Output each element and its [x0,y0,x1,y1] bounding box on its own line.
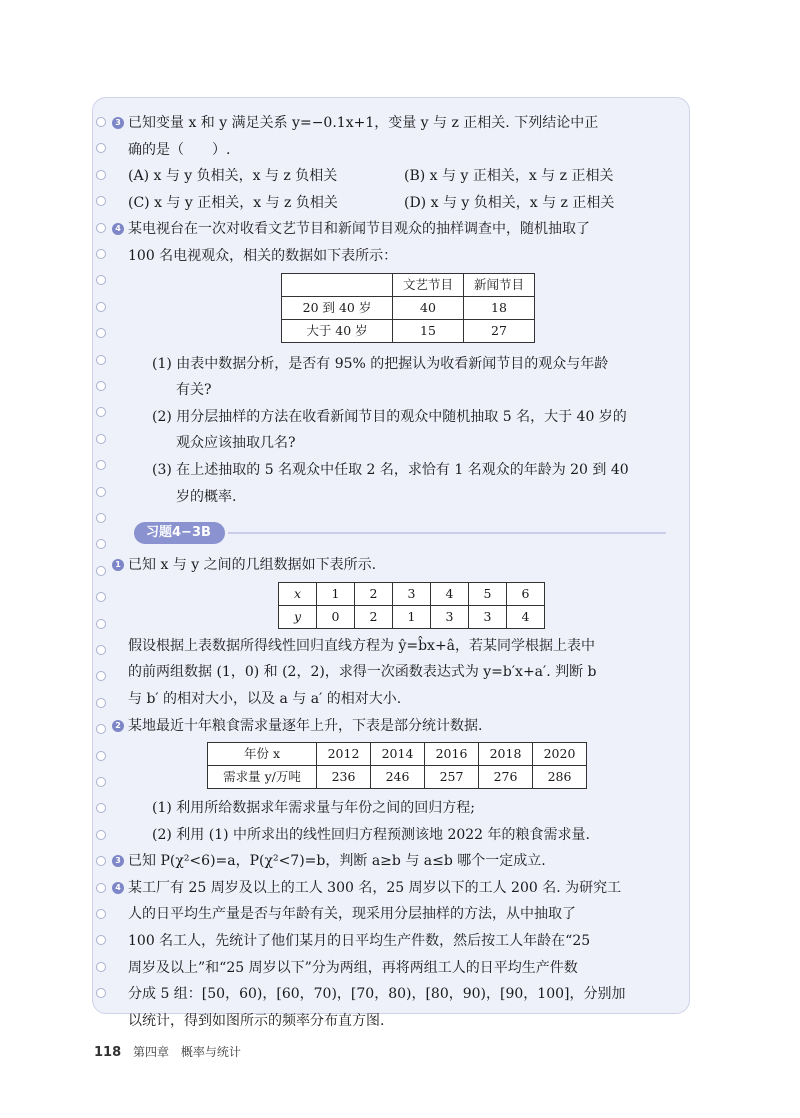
table-cell: 257 [425,766,479,789]
option-c: (C) x 与 y 正相关，x 与 z 负相关 [128,194,338,211]
binder-hole [96,170,106,180]
problem-number-badge: 2 [112,720,124,732]
table-cell: 15 [393,319,464,342]
table-cell: 1 [393,605,431,628]
problem-text: 100 名工人，先统计了他们某月的日平均生产件数，然后按工人年龄在“25 [128,933,591,950]
problem-number-badge: 4 [112,882,124,894]
binder-hole [96,381,106,391]
problem-b4 [115,875,676,1035]
sub-question-1: (1) 由表中数据分析，是否有 95% 的把握认为收看新闻节目的观众与年龄 [152,355,609,372]
sub-question-2: (2) 利用 (1) 中所求出的线性回归方程预测该地 2022 年的粮食需求量. [152,826,590,843]
table-row [279,605,545,628]
problem-number-badge: 1 [112,559,124,571]
table-cell: 2020 [533,743,587,766]
problem-text: 的前两组数据 (1，0) 和 (2，2)，求得一次函数表达式为 y=b′x+a′. 判断 b [128,664,597,681]
table-row [282,296,535,319]
table-row [208,766,587,789]
table-cell: 6 [507,582,545,605]
binder-hole [96,302,106,312]
binder-hole [96,619,106,629]
sub-question-2-cont: 观众应该抽取几名? [176,435,296,452]
table-cell: 4 [507,605,545,628]
binder-hole [96,355,106,365]
table-cell: 286 [533,766,587,789]
problem-a4 [115,216,676,510]
grain-demand-table [207,742,587,789]
problem-text: 某地最近十年粮食需求量逐年上升，下表是部分统计数据. [128,717,483,734]
problem-number-badge: 3 [112,117,124,129]
survey-table [281,273,535,343]
table-cell: 2 [355,605,393,628]
table-cell: 1 [317,582,355,605]
table-row [279,582,545,605]
table-cell: 2014 [371,743,425,766]
sub-question-1: (1) 利用所给数据求年需求量与年份之间的回归方程; [152,800,475,817]
problem-text: 假设根据上表数据所得线性回归直线方程为 ŷ=b̂x+â，若某同学根据上表中 [128,637,596,654]
problem-b2 [115,713,676,849]
section-divider [228,532,666,534]
table-cell: 大于 40 岁 [282,319,393,342]
problem-number-badge: 4 [112,223,124,235]
problem-b1 [115,552,676,712]
table-cell [282,273,393,296]
table-cell: 276 [479,766,533,789]
binder-hole [96,645,106,655]
problem-text: 某工厂有 25 周岁及以上的工人 300 名，25 周岁以下的工人 200 名. 为研究工 [128,879,622,896]
problem-text: 分成 5 组：[50，60)，[60，70)，[70，80)，[80，90)，[90，100]，分别加 [128,986,626,1003]
table-cell: 2012 [317,743,371,766]
table-cell: x [279,582,317,605]
table-cell: 20 到 40 岁 [282,296,393,319]
table-cell: y [279,605,317,628]
binder-hole [96,223,106,233]
table-cell: 3 [393,582,431,605]
section-title: 习题4−3B [134,522,225,544]
binder-hole [96,487,106,497]
table-cell: 0 [317,605,355,628]
problem-text: 某电视台在一次对收看文艺节目和新闻节目观众的抽样调查中，随机抽取了 [128,221,590,238]
xy-table [278,582,545,629]
page-content [115,110,676,1034]
table-cell: 2016 [425,743,479,766]
binder-hole [96,117,106,127]
sub-question-3-cont: 岁的概率. [176,488,237,505]
option-b: (B) x 与 y 正相关，x 与 z 正相关 [404,168,614,185]
problem-text: 与 b′ 的相对大小，以及 a 与 a′ 的相对大小. [128,690,402,707]
page-footer [94,1043,241,1060]
binder-hole [96,883,106,893]
table-cell: 5 [469,582,507,605]
problem-text: 人的日平均生产量是否与年龄有关，现采用分层抽样的方法，从中抽取了 [128,906,576,923]
table-cell: 需求量 y/万吨 [208,766,317,789]
problem-text: 确的是（ ）. [128,141,231,158]
binder-hole [96,698,106,708]
table-cell: 18 [464,296,535,319]
sub-question-1-cont: 有关? [176,382,212,399]
sub-question-2: (2) 用分层抽样的方法在收看新闻节目的观众中随机抽取 5 名，大于 40 岁的 [152,408,627,425]
option-d: (D) x 与 y 负相关，x 与 z 正相关 [404,194,615,211]
table-cell: 2018 [479,743,533,766]
binder-hole [96,249,106,259]
binder-hole [96,777,106,787]
table-cell: 新闻节目 [464,273,535,296]
problem-b3 [115,848,676,875]
table-row [208,743,587,766]
table-cell: 246 [371,766,425,789]
table-cell: 3 [431,605,469,628]
problem-number-badge: 3 [112,855,124,867]
problem-text: 已知变量 x 和 y 满足关系 y=−0.1x+1，变量 y 与 z 正相关. 下列结论中正 [128,115,599,131]
binder-hole [96,751,106,761]
table-cell: 27 [464,319,535,342]
page-number: 118 [94,1045,122,1060]
table-row [282,319,535,342]
problem-text: 已知 x 与 y 之间的几组数据如下表所示. [128,557,377,574]
binder-hole [96,513,106,523]
problem-a3 [115,110,676,216]
options-row [128,190,676,217]
binder-hole [96,962,106,972]
section-header [128,522,676,544]
binder-hole [96,434,106,444]
problem-text: 以统计，得到如图所示的频率分布直方图. [128,1012,385,1029]
table-cell: 40 [393,296,464,319]
options-row [128,163,676,190]
table-cell: 年份 x [208,743,317,766]
table-cell: 2 [355,582,393,605]
binder-hole [96,830,106,840]
binder-hole [96,566,106,576]
table-cell: 236 [317,766,371,789]
problem-text: 已知 P(χ²<6)=a，P(χ²<7)=b，判断 a≥b 与 a≤b 哪个一定成立. [128,853,546,870]
table-cell: 4 [431,582,469,605]
table-cell: 3 [469,605,507,628]
chapter-title: 概率与统计 [180,1045,241,1059]
chapter-label: 第四章 [132,1045,169,1059]
option-a: (A) x 与 y 负相关，x 与 z 负相关 [128,168,338,185]
problem-text: 周岁及以上”和“25 周岁以下”分为两组，再将两组工人的日平均生产件数 [128,959,578,976]
sub-question-3: (3) 在上述抽取的 5 名观众中任取 2 名，求恰有 1 名观众的年龄为 20 到 40 [152,461,629,478]
problem-text: 100 名电视观众，相关的数据如下表所示： [128,247,398,264]
table-header-row [282,273,535,296]
table-cell: 文艺节目 [393,273,464,296]
binder-hole [96,909,106,919]
